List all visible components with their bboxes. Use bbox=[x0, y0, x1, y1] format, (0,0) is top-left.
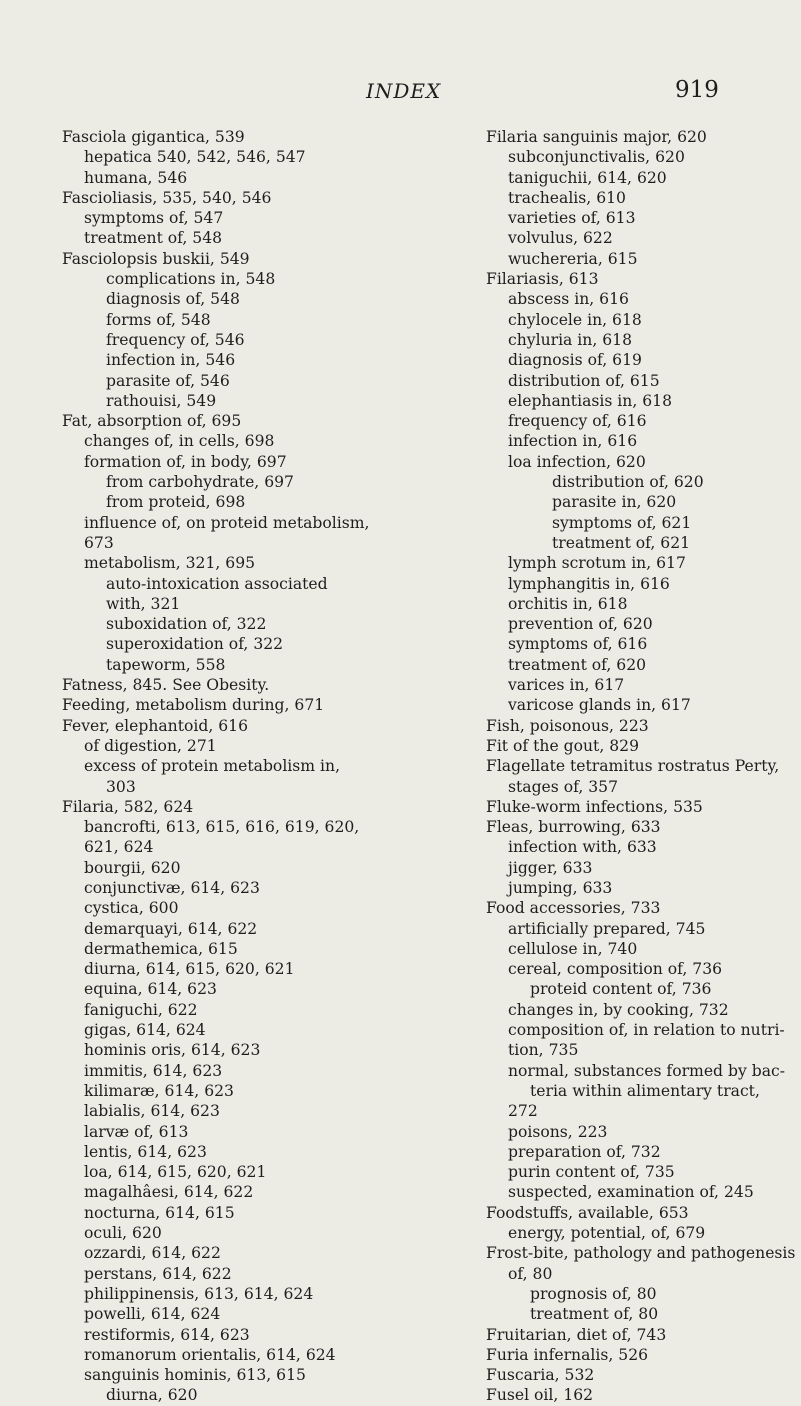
index-subentry: treatment of, 548 bbox=[84, 229, 223, 248]
index-subentry: influence of, on proteid metabolism, bbox=[84, 513, 370, 532]
index-subentry: lentis, 614, 623 bbox=[84, 1142, 207, 1161]
index-entry: Filariasis, 613 bbox=[486, 270, 599, 289]
index-subentry: forms of, 548 bbox=[106, 310, 211, 329]
index-subentry: tion, 735 bbox=[508, 1041, 579, 1060]
index-subentry: hominis oris, 614, 623 bbox=[84, 1041, 261, 1060]
index-subentry: faniguchi, 622 bbox=[84, 1000, 198, 1019]
index-subentry: wuchereria, 615 bbox=[508, 249, 638, 268]
index-subentry: philippinensis, 613, 614, 624 bbox=[84, 1284, 314, 1303]
index-subentry: bancrofti, 613, 615, 616, 619, 620, bbox=[84, 818, 360, 837]
index-subentry: with, 321 bbox=[106, 594, 181, 613]
index-subentry: changes in, by cooking, 732 bbox=[508, 1000, 729, 1019]
index-subentry: labialis, 614, 623 bbox=[84, 1102, 220, 1121]
index-subentry: volvulus, 622 bbox=[508, 229, 613, 248]
index-entry: Fever, elephantoid, 616 bbox=[62, 716, 248, 735]
index-subentry: prognosis of, 80 bbox=[530, 1284, 657, 1303]
index-subentry: dermathemica, 615 bbox=[84, 939, 238, 958]
index-subentry: teria within alimentary tract, bbox=[530, 1081, 760, 1100]
index-subentry: treatment of, 80 bbox=[530, 1305, 659, 1324]
index-entry: Flagellate tetramitus rostratus Perty, bbox=[486, 757, 780, 776]
index-subentry: jumping, 633 bbox=[508, 878, 613, 897]
index-subentry: diurna, 620 bbox=[106, 1386, 198, 1405]
index-entry: Fatness, 845. See Obesity. bbox=[62, 676, 270, 695]
index-subentry: parasite of, 546 bbox=[106, 371, 230, 390]
index-subentry: gigas, 614, 624 bbox=[84, 1021, 206, 1040]
index-subentry: sanguinis hominis, 613, 615 bbox=[84, 1366, 306, 1385]
index-subentry: from carbohydrate, 697 bbox=[106, 473, 294, 492]
index-subentry: diagnosis of, 548 bbox=[106, 290, 240, 309]
index-subentry: cystica, 600 bbox=[84, 899, 179, 918]
index-entry: Furia infernalis, 526 bbox=[486, 1345, 649, 1364]
index-subentry: orchitis in, 618 bbox=[508, 594, 628, 613]
index-subentry: distribution of, 615 bbox=[508, 371, 660, 390]
index-subentry: nocturna, 614, 615 bbox=[84, 1203, 235, 1222]
index-subentry: composition of, in relation to nutri- bbox=[508, 1021, 785, 1040]
index-subentry: magalhâesi, 614, 622 bbox=[84, 1183, 254, 1202]
index-entry: Fascioliasis, 535, 540, 546 bbox=[62, 188, 272, 207]
index-subentry: cellulose in, 740 bbox=[508, 939, 638, 958]
index-subentry: restiformis, 614, 623 bbox=[84, 1325, 250, 1344]
index-subentry: varieties of, 613 bbox=[508, 209, 636, 228]
running-head-title: INDEX bbox=[366, 79, 442, 103]
index-subentry: auto-intoxication associated bbox=[106, 574, 328, 593]
index-entry: Frost-bite, pathology and pathogenesis bbox=[486, 1244, 796, 1263]
index-entry: Fish, poisonous, 223 bbox=[486, 716, 649, 735]
index-subentry: demarquayi, 614, 622 bbox=[84, 919, 258, 938]
index-subentry: poisons, 223 bbox=[508, 1122, 608, 1141]
index-entry: Feeding, metabolism during, 671 bbox=[62, 696, 325, 715]
index-subentry: stages of, 357 bbox=[508, 777, 619, 796]
index-subentry: tapeworm, 558 bbox=[106, 655, 226, 674]
index-subentry: diagnosis of, 619 bbox=[508, 351, 642, 370]
index-subentry: romanorum orientalis, 614, 624 bbox=[84, 1345, 336, 1364]
index-subentry: excess of protein metabolism in, bbox=[84, 757, 341, 776]
index-subentry: taniguchii, 614, 620 bbox=[508, 168, 667, 187]
index-subentry: energy, potential, of, 679 bbox=[508, 1224, 706, 1243]
index-subentry: varices in, 617 bbox=[508, 676, 625, 695]
page-number: 919 bbox=[675, 77, 719, 103]
index-subentry: from proteid, 698 bbox=[106, 493, 246, 512]
index-subentry: frequency of, 616 bbox=[508, 412, 647, 431]
index-subentry: symptoms of, 547 bbox=[84, 209, 224, 228]
index-subentry: abscess in, 616 bbox=[508, 290, 629, 309]
index-subentry: parasite in, 620 bbox=[552, 493, 677, 512]
index-entry: Fit of the gout, 829 bbox=[486, 736, 639, 755]
index-subentry: loa infection, 620 bbox=[508, 452, 646, 471]
index-entry: Fusel oil, 162 bbox=[486, 1386, 594, 1405]
index-subentry: loa, 614, 615, 620, 621 bbox=[84, 1163, 267, 1182]
index-subentry: infection in, 616 bbox=[508, 432, 638, 451]
index-subentry: infection with, 633 bbox=[508, 838, 657, 857]
index-subentry: preparation of, 732 bbox=[508, 1142, 661, 1161]
index-entry: Fluke-worm infections, 535 bbox=[486, 797, 703, 816]
index-subentry: complications in, 548 bbox=[106, 270, 276, 289]
index-subentry: metabolism, 321, 695 bbox=[84, 554, 256, 573]
index-entry: Foodstuffs, available, 653 bbox=[486, 1203, 689, 1222]
index-subentry: hepatica 540, 542, 546, 547 bbox=[84, 148, 306, 167]
index-subentry: cereal, composition of, 736 bbox=[508, 960, 723, 979]
index-subentry: trachealis, 610 bbox=[508, 188, 626, 207]
index-subentry: 621, 624 bbox=[84, 838, 154, 857]
index-subentry: jigger, 633 bbox=[508, 858, 593, 877]
index-entry: Filaria, 582, 624 bbox=[62, 797, 194, 816]
index-subentry: symptoms of, 616 bbox=[508, 635, 648, 654]
index-subentry: conjunctivæ, 614, 623 bbox=[84, 878, 260, 897]
index-subentry: suspected, examination of, 245 bbox=[508, 1183, 754, 1202]
index-subentry: proteid content of, 736 bbox=[530, 980, 712, 999]
index-subentry: lymph scrotum in, 617 bbox=[508, 554, 686, 573]
index-subentry: formation of, in body, 697 bbox=[84, 452, 287, 471]
index-subentry: elephantiasis in, 618 bbox=[508, 391, 673, 410]
index-subentry: 272 bbox=[508, 1102, 538, 1121]
index-entry: Fuscaria, 532 bbox=[486, 1366, 595, 1385]
index-subentry: superoxidation of, 322 bbox=[106, 635, 284, 654]
index-subentry: normal, substances formed by bac- bbox=[508, 1061, 786, 1080]
index-subentry: lymphangitis in, 616 bbox=[508, 574, 670, 593]
index-subentry: rathouisi, 549 bbox=[106, 391, 217, 410]
index-entry: Filaria sanguinis major, 620 bbox=[486, 128, 707, 146]
index-subentry: immitis, 614, 623 bbox=[84, 1061, 223, 1080]
index-entry: Fleas, burrowing, 633 bbox=[486, 818, 661, 837]
index-subentry: chylocele in, 618 bbox=[508, 310, 642, 329]
index-subentry: suboxidation of, 322 bbox=[106, 615, 267, 634]
index-entry: Fruitarian, diet of, 743 bbox=[486, 1325, 667, 1344]
index-subentry: 673 bbox=[84, 533, 114, 552]
index-subentry: perstans, 614, 622 bbox=[84, 1264, 232, 1283]
index-subentry: kilimaræ, 614, 623 bbox=[84, 1081, 234, 1100]
index-subentry: ozzardi, 614, 622 bbox=[84, 1244, 221, 1263]
index-subentry: treatment of, 621 bbox=[552, 533, 691, 552]
index-subentry: prevention of, 620 bbox=[508, 615, 653, 634]
index-subentry: of digestion, 271 bbox=[84, 736, 217, 755]
index-subentry: oculi, 620 bbox=[84, 1224, 162, 1243]
index-entry: Fasciola gigantica, 539 bbox=[62, 128, 245, 146]
index-subentry: frequency of, 546 bbox=[106, 330, 245, 349]
index-subentry: larvæ of, 613 bbox=[84, 1122, 189, 1141]
index-subentry: symptoms of, 621 bbox=[552, 513, 692, 532]
index-subentry: of, 80 bbox=[508, 1264, 553, 1283]
index-subentry: artificially prepared, 745 bbox=[508, 919, 706, 938]
index-entry: Fasciolopsis buskii, 549 bbox=[62, 249, 250, 268]
index-subentry: 303 bbox=[106, 777, 136, 796]
index-subentry: bourgii, 620 bbox=[84, 858, 181, 877]
index-subentry: changes of, in cells, 698 bbox=[84, 432, 275, 451]
index-subentry: distribution of, 620 bbox=[552, 473, 704, 492]
index-subentry: humana, 546 bbox=[84, 168, 188, 187]
index-subentry: equina, 614, 623 bbox=[84, 980, 217, 999]
index-column-left bbox=[62, 127, 472, 1406]
index-subentry: varicose glands in, 617 bbox=[508, 696, 691, 715]
index-subentry: treatment of, 620 bbox=[508, 655, 647, 674]
index-entry: Food accessories, 733 bbox=[486, 899, 661, 918]
page-header bbox=[0, 76, 801, 106]
index-entry: Fat, absorption of, 695 bbox=[62, 412, 242, 431]
index-subentry: subconjunctivalis, 620 bbox=[508, 148, 685, 167]
index-subentry: purin content of, 735 bbox=[508, 1163, 675, 1182]
index-subentry: diurna, 614, 615, 620, 621 bbox=[84, 960, 295, 979]
index-subentry: powelli, 614, 624 bbox=[84, 1305, 221, 1324]
index-subentry: infection in, 546 bbox=[106, 351, 236, 370]
index-subentry: chyluria in, 618 bbox=[508, 330, 633, 349]
index-column-right bbox=[486, 127, 796, 1406]
